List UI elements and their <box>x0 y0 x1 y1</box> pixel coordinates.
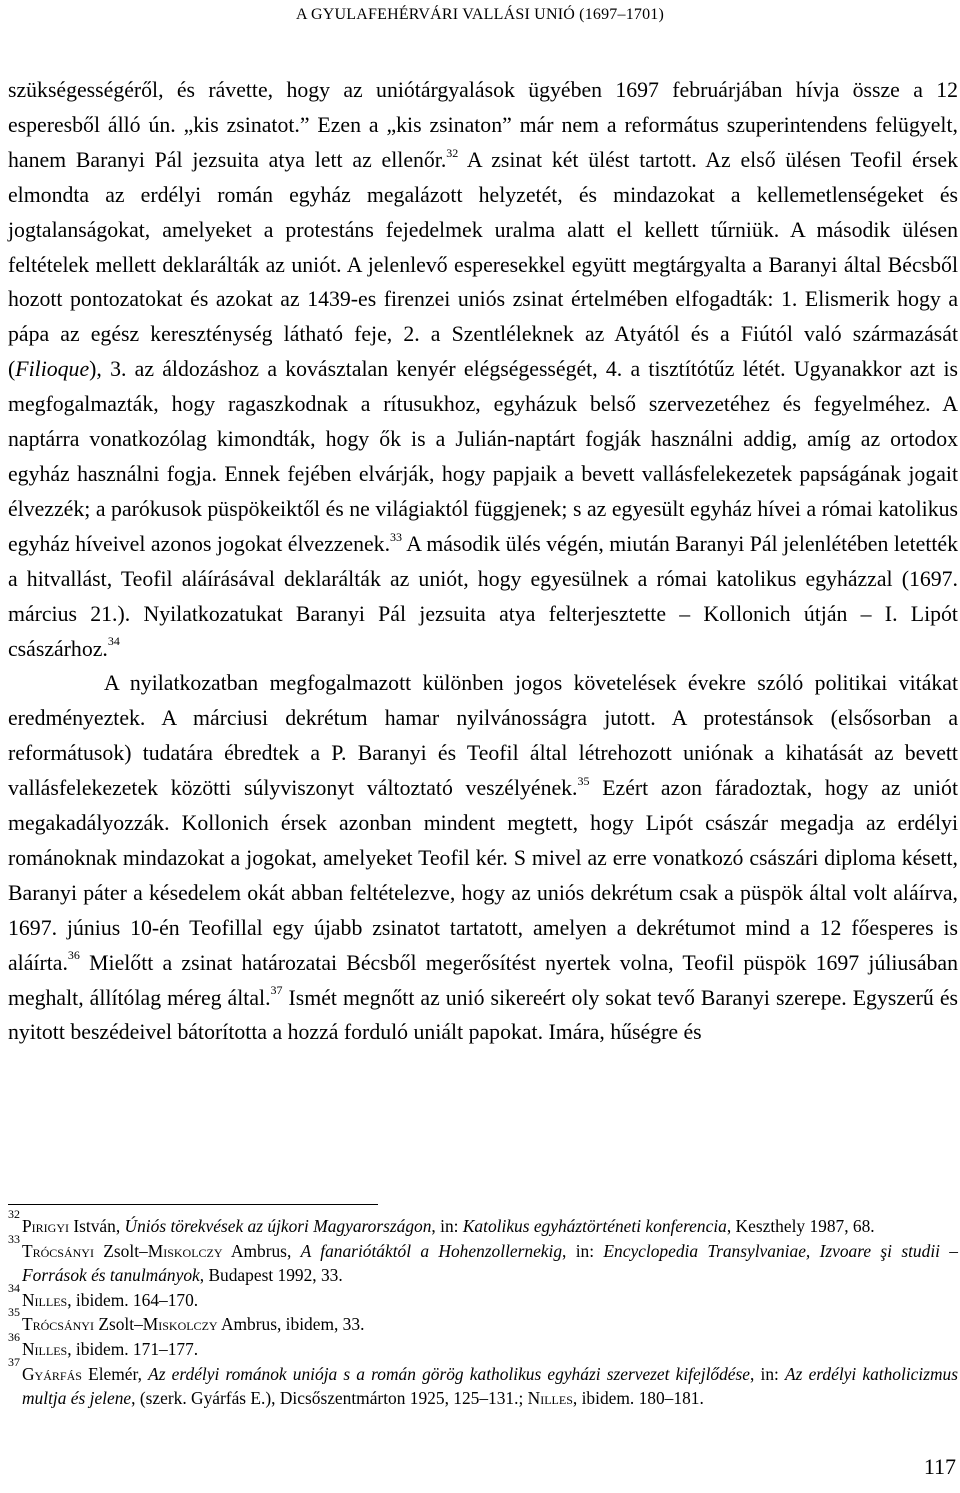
footnote-34 <box>8 1280 958 1313</box>
page-number: 117 <box>923 1454 956 1479</box>
footnote-text: Zsolt– <box>93 1314 143 1335</box>
footnote-number: 34 <box>8 1280 20 1295</box>
author-name: Nilles <box>22 1289 68 1310</box>
title-italic: Az erdélyi katholicizmus multja és jelene <box>22 1363 959 1409</box>
footnote-text: , in: <box>562 1240 604 1261</box>
footnote-text: Elemér, <box>81 1363 149 1384</box>
main-text <box>8 73 958 1050</box>
author-name: Nilles <box>527 1388 573 1409</box>
title-italic: Az erdélyi románok uniója s a román görög katholikus egyházi szervezet kifejlődése <box>148 1363 750 1384</box>
footnote-text: , Keszthely 1987, 68. <box>726 1216 875 1236</box>
footnote-text: István, <box>69 1216 125 1236</box>
author-name: Pirigyi <box>22 1216 69 1236</box>
footnote-text: , ibidem. 171–177. <box>67 1338 199 1359</box>
footnote-text: , (szerk. Gyárfás E.), Dicsőszentmárton 1925, 125–131.; <box>131 1388 528 1409</box>
footnote-text: Zsolt– <box>93 1240 148 1261</box>
footnote-text: , ibidem. 180–181. <box>572 1388 704 1409</box>
footnote-ref-33[interactable]: 33 <box>390 529 403 544</box>
footnotes <box>8 1207 959 1411</box>
p1-text-3: ), 3. az áldozáshoz a kovásztalan kenyér elégségességét, 4. a tisztítótűz létét. Ugyanakkor azt is megfogalmazták, hogy ragaszkodnak a rítusukhoz, egyházuk belső szervezetéhez és fegyelméhez. A naptárra vonatkozólag kimondták, hogy ők is a Julián-naptárt fogják használni addig, amíg az ortodox egyház használni fogja. Ennek fejében elvárják, hogy papjaik a bevett vallásfelekezetek papságának jogait élvezzék; a parókusok püspökeiktől és ne világiaktól függjenek; s az egyesült egyház hívei a római katolikus egyház híveivel azonos jogokat élvezzenek. <box>8 357 958 556</box>
footnote-number: 37 <box>8 1354 20 1369</box>
author-name: Nilles <box>22 1338 68 1359</box>
p2-text-2: Ezért azon fáradoztak, hogy az uniót megakadályozzák. Kollonich érsek azonban mindent megtett, hogy Lipót császár megadja az erdélyi románoknak mindazokat a jogokat, amelyeket Teofil kér. S mivel az erre vonatkozó császári diploma késett, Baranyi páter a késedelem okát abban feltételezve, hogy az uniós dekrétum csak a püspök által volt aláírva, 1697. június 10-én Teofillal egy újabb zsinatot tartatott, amelyen a dekrétumot mind a 12 főesperes is aláírta. <box>8 776 959 975</box>
author-name: Miskolczy <box>142 1314 218 1335</box>
footnote-33 <box>8 1231 958 1288</box>
footnote-ref-37[interactable]: 37 <box>270 983 283 998</box>
paragraph-1 <box>8 73 958 666</box>
footnote-number: 33 <box>8 1231 20 1246</box>
footnote-text: Ambrus, <box>222 1240 301 1261</box>
footnote-36 <box>8 1329 958 1362</box>
footnote-32 <box>8 1207 958 1239</box>
footnote-text: , in: <box>750 1363 786 1384</box>
footnote-37 <box>8 1354 959 1411</box>
footnote-text: , ibidem. 164–170. <box>67 1289 199 1310</box>
paragraph-2 <box>8 666 958 1050</box>
title-italic: Encyclopedia Transylvaniae, Izvoare şi studii – Források és tanulmányok <box>22 1240 958 1286</box>
footnote-35 <box>8 1305 958 1337</box>
footnote-number: 36 <box>8 1329 20 1344</box>
p2-text-4: Ismét megnőtt az unió sikereért oly sokat tevő Baranyi szerepe. Egyszerű és nyitott beszédeivel bátorította a hozzá forduló uniált papokat. Imára, hűségre és <box>8 985 958 1045</box>
footnote-number: 32 <box>8 1207 20 1221</box>
p1-text-1: szükségességéről, és rávette, hogy az uniótárgyalások ügyében 1697 februárjában hívja össze a 12 esperesből álló ún. „kis zsinatot.” Ezen a „kis zsinaton” már nem a református szuperintendens felügyelt, hanem Baranyi Pál jezsuita atya lett az ellenőr. <box>8 78 958 172</box>
footnote-ref-35[interactable]: 35 <box>577 773 590 788</box>
footnote-number: 35 <box>8 1305 20 1320</box>
footnote-ref-34[interactable]: 34 <box>107 634 120 649</box>
title-italic: Úniós törekvések az újkori Magyarországon <box>124 1216 432 1236</box>
footnote-text: Ambrus, ibidem, 33. <box>217 1314 365 1335</box>
footnote-text: , in: <box>431 1216 463 1236</box>
footnote-separator <box>8 1204 378 1205</box>
p2-text-3: Mielőtt a zsinat határozatai Bécsből megerősítést nyertek volna, Teofil püspök 1697 júliusában meghalt, állítólag méreg által. <box>8 950 958 1010</box>
title-italic: A fanariótáktól a Hohenzollernekig <box>300 1240 563 1261</box>
p1-text-4: A második ülés végén, miután Baranyi Pál jelenlétében letették a hitvallást, Teofil aláírásával deklarálták az uniót, hogy egyesülnek a római katolikus egyházzal (1697. március 21.). Nyilatkozatukat Baranyi Pál jezsuita atya felterjesztette – Kollonich útján – I. Lipót császárhoz. <box>8 531 959 661</box>
title-italic: Katolikus egyháztörténeti konferencia <box>462 1216 727 1236</box>
author-name: Trócsányi <box>22 1240 94 1261</box>
p1-text-2: A zsinat két ülést tartott. Az első ülésen Teofil érsek elmondta az erdélyi román egyház megalázott helyzetét, és mindazokat a kellemetlenségeket és jogtalanságokat, amelyeket a protestáns fejedelmek uralma alatt el kellett tűrniük. A második ülésen feltételek mellett deklarálták az uniót. A jelenlevő esperesekkel együtt megtárgyalta a Baranyi által Bécsből hozott pontozatokat és azokat az 1439-es firenzei uniós zsinat értelmében elfogadták: 1. Elismerik hogy a pápa az egész kereszténység látható feje, 2. a Szentléleknek az Atyától és a Fiútól való származását ( <box>8 147 958 382</box>
author-name: Trócsányi <box>22 1314 94 1335</box>
p2-text-1: A nyilatkozatban megfogalmazott különben jogos követelések évekre szóló politikai vitákat eredményeztek. A márciusi dekrétum hamar nyilvánosságra jutott. A protestánsok (elsősorban a reformátusok) tudatára ébredtek a P. Baranyi és Teofil által létrehozott uniónak a kihatását az bevett vallásfelekezetek közötti súlyviszonyt változtató veszélyének. <box>8 671 958 801</box>
running-head: A GYULAFEHÉRVÁRI VALLÁSI UNIÓ (1697–1701) <box>295 6 665 23</box>
footnote-ref-32[interactable]: 32 <box>446 145 459 160</box>
filioque-term: Filioque <box>15 357 90 382</box>
footnote-text: , Budapest 1992, 33. <box>199 1265 343 1286</box>
footnote-ref-36[interactable]: 36 <box>67 948 80 963</box>
author-name: Miskolczy <box>147 1240 223 1261</box>
author-name: Gyárfás <box>22 1363 82 1384</box>
